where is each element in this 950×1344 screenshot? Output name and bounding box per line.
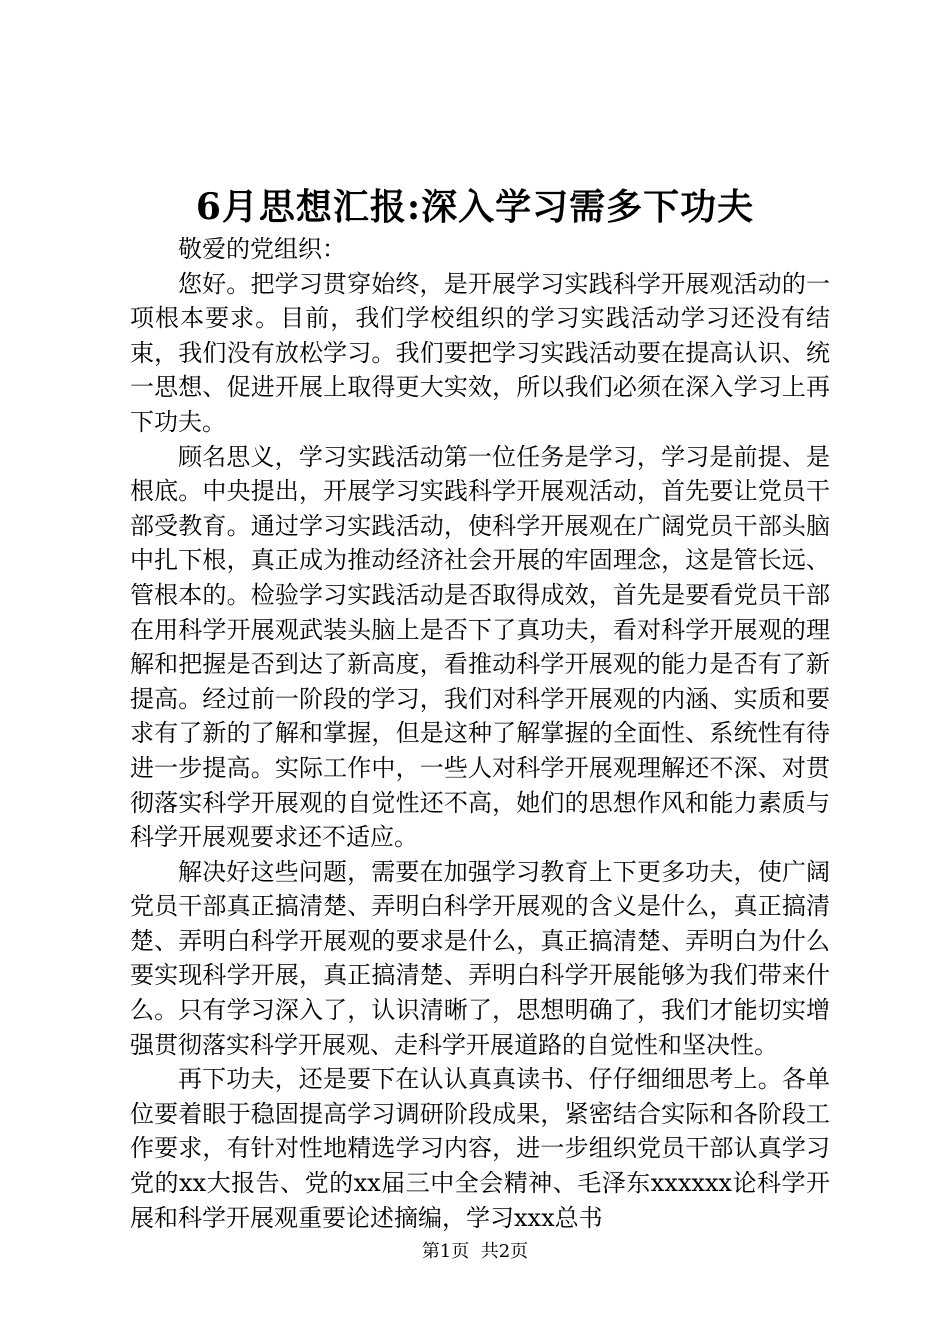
- page-footer: [0, 1240, 950, 1264]
- document-body: [130, 232, 830, 1235]
- paragraph-4: 再下功夫，还是要下在认认真真读书、仔仔细细思考上。各单位要着眼于稳固提高学习调研阶段成果，紧密结合实际和各阶段工作要求，有针对性地精选学习内容，进一步组织党员干部认真学习党的xx大报告、党的xx届三中全会精神、毛泽东xxxxxx论科学开展和科学开展观重要论述摘编，学习xxx总书: [130, 1065, 830, 1232]
- paragraph-1: 您好。把学习贯穿始终，是开展学习实践科学开展观活动的一项根本要求。目前，我们学校组织的学习实践活动学习还没有结束，我们没有放松学习。我们要把学习实践活动要在提高认识、统一思想、促进开展上取得更大实效，所以我们必须在深入学习上再下功夫。: [130, 269, 830, 436]
- salutation: 敬爱的党组织：: [178, 235, 346, 263]
- page-title: 6月思想汇报:深入学习需多下功夫: [195, 186, 755, 228]
- paragraph-3: 解决好这些问题，需要在加强学习教育上下更多功夫，使广阔党员干部真正搞清楚、弄明白科学开展观的含义是什么，真正搞清楚、弄明白科学开展观的要求是什么，真正搞清楚、弄明白为什么要实现科学开展，真正搞清楚、弄明白科学开展能够为我们带来什么。只有学习深入了，认识清晰了，思想明确了，我们才能切实增强贯彻落实科学开展观、走科学开展道路的自觉性和坚决性。: [130, 857, 830, 1059]
- page-number: 第1页 共2页: [421, 1241, 529, 1262]
- paragraph-2: 顾名思义，学习实践活动第一位任务是学习，学习是前提、是根底。中央提出，开展学习实践科学开展观活动，首先要让党员干部受教育。通过学习实践活动，使科学开展观在广阔党员干部头脑中扎下根，真正成为推动经济社会开展的牢固理念，这是管长远、管根本的。检验学习实践活动是否取得成效，首先是要看党员干部在用科学开展观武装头脑上是否下了真功夫，看对科学开展观的理解和把握是否到达了新高度，看推动科学开展观的能力是否有了新提高。经过前一阶段的学习，我们对科学开展观的内涵、实质和要求有了新的了解和掌握，但是这种了解掌握的全面性、系统性有待进一步提高。实际工作中，一些人对科学开展观理解还不深、对贯彻落实科学开展观的自觉性还不高，她们的思想作风和能力素质与科学开展观要求还不适应。: [130, 442, 830, 852]
